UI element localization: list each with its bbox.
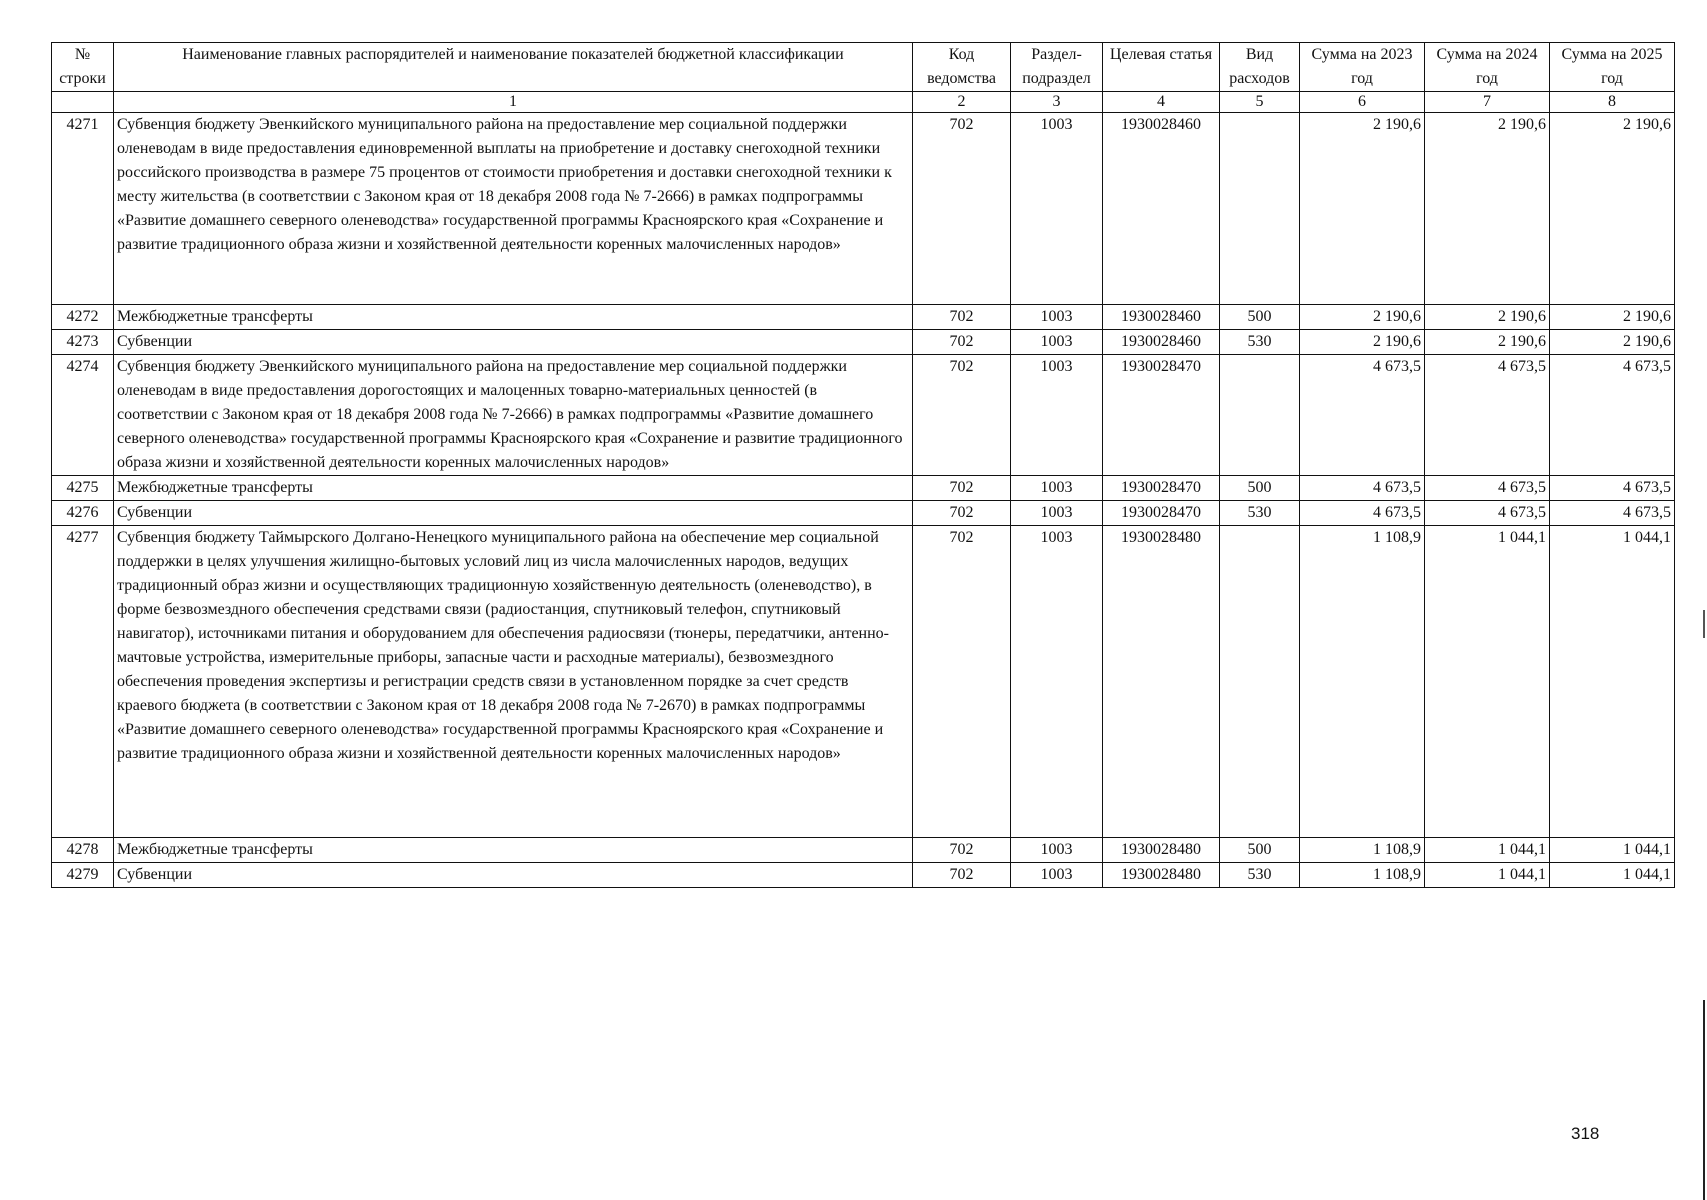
expense-type (1220, 355, 1300, 476)
section-code: 1003 (1011, 501, 1103, 526)
sum-2023: 2 190,6 (1300, 330, 1425, 355)
section-code: 1003 (1011, 863, 1103, 888)
table-row (52, 526, 1675, 838)
expense-type: 500 (1220, 838, 1300, 863)
row-name: Межбюджетные трансферты (114, 305, 913, 330)
sum-2024: 4 673,5 (1425, 476, 1550, 501)
column-number: 7 (1425, 92, 1550, 113)
target-article: 1930028480 (1103, 863, 1220, 888)
target-article: 1930028480 (1103, 526, 1220, 838)
header-sum-2023: Сумма на 2023 год (1300, 43, 1425, 92)
header-dept-code: Код ведомства (913, 43, 1011, 92)
expense-type: 530 (1220, 501, 1300, 526)
column-number: 1 (114, 92, 913, 113)
expense-type (1220, 526, 1300, 838)
dept-code: 702 (913, 305, 1011, 330)
sum-2024: 1 044,1 (1425, 863, 1550, 888)
sum-2023: 1 108,9 (1300, 838, 1425, 863)
column-number: 8 (1550, 92, 1675, 113)
sum-2025: 4 673,5 (1550, 501, 1675, 526)
dept-code: 702 (913, 838, 1011, 863)
sum-2023: 2 190,6 (1300, 305, 1425, 330)
table-row (52, 863, 1675, 888)
sum-2023: 4 673,5 (1300, 476, 1425, 501)
dept-code: 702 (913, 330, 1011, 355)
dept-code: 702 (913, 476, 1011, 501)
target-article: 1930028470 (1103, 476, 1220, 501)
dept-code: 702 (913, 863, 1011, 888)
table-header (52, 43, 1675, 113)
row-name: Субвенция бюджету Эвенкийского муниципального района на предоставление мер социальной поддержки оленеводам в виде предоставления единовременной выплаты на приобретение и доставку снегоходной техники российского производства в размере 75 процентов от стоимости приобретения и доставки снегоходной техники к месту жительства (в соответствии с Законом края от 18 декабря 2008 года № 7-2666) в рамках подпрограммы «Развитие домашнего северного оленеводства» государственной программы Красноярского края «Сохранение и развитие традиционного образа жизни и хозяйственной деятельности коренных малочисленных народов» (114, 113, 913, 305)
section-code: 1003 (1011, 355, 1103, 476)
table-row (52, 330, 1675, 355)
sum-2024: 2 190,6 (1425, 330, 1550, 355)
table-row (52, 305, 1675, 330)
dept-code: 702 (913, 501, 1011, 526)
expense-type (1220, 113, 1300, 305)
sum-2023: 1 108,9 (1300, 526, 1425, 838)
sum-2025: 4 673,5 (1550, 355, 1675, 476)
row-number: 4272 (52, 305, 114, 330)
target-article: 1930028460 (1103, 305, 1220, 330)
sum-2023: 1 108,9 (1300, 863, 1425, 888)
sum-2025: 2 190,6 (1550, 330, 1675, 355)
row-number: 4276 (52, 501, 114, 526)
row-name: Субвенции (114, 501, 913, 526)
sum-2025: 2 190,6 (1550, 305, 1675, 330)
header-target-article: Целевая статья (1103, 43, 1220, 92)
dept-code: 702 (913, 113, 1011, 305)
section-code: 1003 (1011, 838, 1103, 863)
header-sum-2025: Сумма на 2025 год (1550, 43, 1675, 92)
dept-code: 702 (913, 355, 1011, 476)
row-number: 4278 (52, 838, 114, 863)
header-section: Раздел-подраздел (1011, 43, 1103, 92)
column-number: 3 (1011, 92, 1103, 113)
row-name: Межбюджетные трансферты (114, 476, 913, 501)
budget-table (51, 42, 1675, 888)
row-number: 4275 (52, 476, 114, 501)
table-row (52, 838, 1675, 863)
row-number: 4279 (52, 863, 114, 888)
sum-2024: 2 190,6 (1425, 305, 1550, 330)
expense-type: 500 (1220, 476, 1300, 501)
column-number-row (52, 92, 1675, 113)
target-article: 1930028480 (1103, 838, 1220, 863)
header-expense-type: Вид расходов (1220, 43, 1300, 92)
target-article: 1930028470 (1103, 355, 1220, 476)
header-name: Наименование главных распорядителей и наименование показателей бюджетной классификации (114, 43, 913, 92)
expense-type: 530 (1220, 330, 1300, 355)
sum-2024: 1 044,1 (1425, 838, 1550, 863)
sum-2024: 4 673,5 (1425, 501, 1550, 526)
table-body (52, 113, 1675, 888)
sum-2023: 4 673,5 (1300, 501, 1425, 526)
scan-edge-mark (1703, 610, 1705, 638)
column-number: 2 (913, 92, 1011, 113)
sum-2024: 4 673,5 (1425, 355, 1550, 476)
sum-2023: 2 190,6 (1300, 113, 1425, 305)
sum-2025: 1 044,1 (1550, 526, 1675, 838)
section-code: 1003 (1011, 476, 1103, 501)
sum-2025: 2 190,6 (1550, 113, 1675, 305)
sum-2023: 4 673,5 (1300, 355, 1425, 476)
row-name: Субвенция бюджету Эвенкийского муниципального района на предоставление мер социальной поддержки оленеводам в виде предоставления дорогостоящих и малоценных товарно-материальных ценностей (в соответствии с Законом края от 18 декабря 2008 года № 7-2666) в рамках подпрограммы «Развитие домашнего северного оленеводства» государственной программы Красноярского края «Сохранение и развитие традиционного образа жизни и хозяйственной деятельности коренных малочисленных народов» (114, 355, 913, 476)
row-number: 4274 (52, 355, 114, 476)
page-number: 318 (1571, 1124, 1600, 1143)
column-number: 4 (1103, 92, 1220, 113)
table-row (52, 355, 1675, 476)
section-code: 1003 (1011, 113, 1103, 305)
row-name: Субвенции (114, 330, 913, 355)
expense-type: 500 (1220, 305, 1300, 330)
target-article: 1930028460 (1103, 113, 1220, 305)
expense-type: 530 (1220, 863, 1300, 888)
row-number: 4273 (52, 330, 114, 355)
row-name: Субвенции (114, 863, 913, 888)
section-code: 1003 (1011, 305, 1103, 330)
section-code: 1003 (1011, 526, 1103, 838)
row-number: 4271 (52, 113, 114, 305)
header-row-number: № строки (52, 43, 114, 92)
sum-2025: 1 044,1 (1550, 863, 1675, 888)
scan-edge-mark (1703, 1000, 1705, 1200)
target-article: 1930028470 (1103, 501, 1220, 526)
column-number: 6 (1300, 92, 1425, 113)
row-name: Межбюджетные трансферты (114, 838, 913, 863)
table-row (52, 113, 1675, 305)
sum-2024: 1 044,1 (1425, 526, 1550, 838)
header-sum-2024: Сумма на 2024 год (1425, 43, 1550, 92)
table-row (52, 501, 1675, 526)
sum-2024: 2 190,6 (1425, 113, 1550, 305)
section-code: 1003 (1011, 330, 1103, 355)
row-number: 4277 (52, 526, 114, 838)
column-number: 5 (1220, 92, 1300, 113)
target-article: 1930028460 (1103, 330, 1220, 355)
sum-2025: 4 673,5 (1550, 476, 1675, 501)
row-name: Субвенция бюджету Таймырского Долгано-Ненецкого муниципального района на обеспечение мер социальной поддержки в целях улучшения жилищно-бытовых условий лиц из числа малочисленных народов, ведущих традиционный образ жизни и осуществляющих традиционную хозяйственную деятельность (оленеводство), в форме безвозмездного обеспечения средствами связи (радиостанция, спутниковый телефон, спутниковый навигатор), источниками питания и оборудованием для обеспечения радиосвязи (тюнеры, передатчики, антенно-мачтовые устройства, измерительные приборы, запасные части и расходные материалы), безвозмездного обеспечения проведения экспертизы и регистрации средств связи в установленном порядке за счет средств краевого бюджета (в соответствии с Законом края от 18 декабря 2008 года № 7-2670) в рамках подпрограммы «Развитие домашнего северного оленеводства» государственной программы Красноярского края «Сохранение и развитие традиционного образа жизни и хозяйственной деятельности коренных малочисленных народов» (114, 526, 913, 838)
table-row (52, 476, 1675, 501)
dept-code: 702 (913, 526, 1011, 838)
sum-2025: 1 044,1 (1550, 838, 1675, 863)
